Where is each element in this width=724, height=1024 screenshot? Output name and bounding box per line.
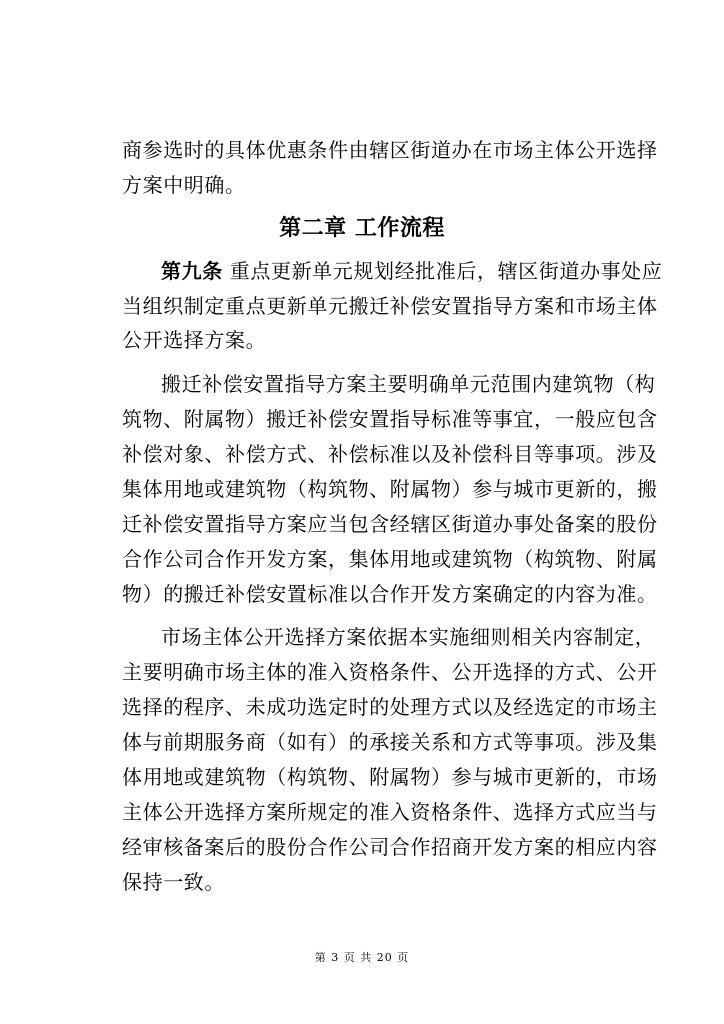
paragraph-line: 公开选择方案。: [122, 328, 267, 352]
paragraph-line: 保持一致。: [122, 870, 225, 894]
paragraph-line: 搬迁补偿安置指导方案主要明确单元范围内建筑物（构: [161, 372, 656, 396]
chapter-title: 第二章 工作流程: [279, 216, 445, 241]
paragraph-line: 集体用地或建筑物（构筑物、附属物）参与城市更新的，搬: [122, 477, 658, 501]
paragraph-line: 迁补偿安置指导方案应当包含经辖区街道办事处备案的股份: [122, 512, 658, 536]
paragraph-line: 体用地或建筑物（构筑物、附属物）参与城市更新的，市场: [122, 765, 658, 789]
paragraph-line: 经审核备案后的股份合作公司合作招商开发方案的相应内容: [122, 835, 658, 859]
paragraph-line: 合作公司合作开发方案，集体用地或建筑物（构筑物、附属: [122, 547, 658, 571]
paragraph-line: 筑物、附属物）搬迁补偿安置指导标准等事宜，一般应包含: [122, 407, 658, 431]
paragraph-line: 市场主体公开选择方案依据本实施细则相关内容制定，: [161, 625, 656, 649]
paragraph-line: 方案中明确。: [122, 173, 246, 197]
article-9-first-line: [161, 256, 663, 286]
article-label: 第九条: [161, 259, 223, 283]
paragraph-line: 选择的程序、未成功选定时的处理方式以及经选定的市场主: [122, 695, 658, 719]
paragraph-line: 商参选时的具体优惠条件由辖区街道办在市场主体公开选择: [122, 138, 658, 162]
paragraph-line: 主要明确市场主体的准入资格条件、公开选择的方式、公开: [122, 660, 658, 684]
paragraph-line: 主体公开选择方案所规定的准入资格条件、选择方式应当与: [122, 800, 658, 824]
paragraph-line: 物）的搬迁补偿安置标准以合作开发方案确定的内容为准。: [122, 582, 658, 606]
page-number: 第 3 页 共 20 页: [314, 951, 410, 964]
article-text: 重点更新单元规划经批准后，辖区街道办事处应: [222, 259, 663, 283]
paragraph-line: 当组织制定重点更新单元搬迁补偿安置指导方案和市场主体: [122, 294, 658, 318]
paragraph-line: 补偿对象、补偿方式、补偿标准以及补偿科目等事项。涉及: [122, 442, 658, 466]
paragraph-line: 体与前期服务商（如有）的承接关系和方式等事项。涉及集: [122, 730, 658, 754]
